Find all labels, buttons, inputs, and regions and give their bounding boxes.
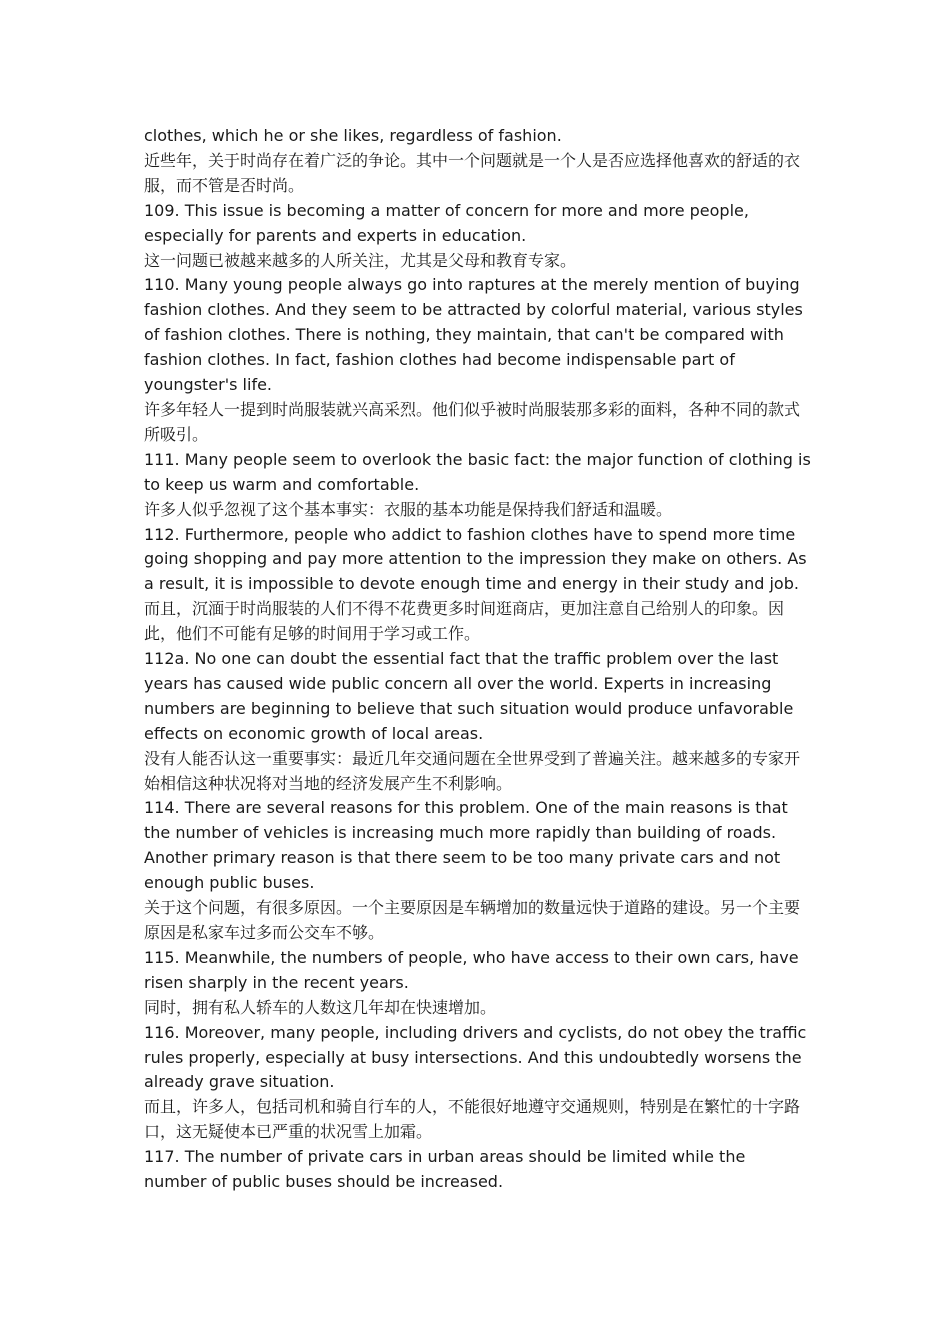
paragraph-zh: 这一问题已被越来越多的人所关注，尤其是父母和教育专家。 [144,250,577,270]
paragraph-en: 117. The number of private cars in urban areas should be limited while the number of public buses should be increased. [144,1147,746,1192]
paragraph-zh: 没有人能否认这一重要事实：最近几年交通问题在全世界受到了普遍关注。越来越多的专家开始相信这种状况将对当地的经济发展产生不利影响。 [144,748,801,793]
paragraph-zh: 而且，沉湎于时尚服装的人们不得不花费更多时间逛商店，更加注意自己给别人的印象。因此，他们不可能有足够的时间用于学习或工作。 [144,599,785,644]
paragraph-en: 112. Furthermore, people who addict to fashion clothes have to spend more time going shopping and pay more attention to the impression they make on others. As a result, it is impossible to devote enough time and energy in their study and job. [144,524,807,594]
document-page [144,124,812,1195]
paragraph-en: 109. This issue is becoming a matter of concern for more and more people, especially for parents and experts in education. [144,200,749,245]
paragraph-en: 111. Many people seem to overlook the basic fact: the major function of clothing is to keep us warm and comfortable. [144,449,811,494]
paragraph-zh: 关于这个问题，有很多原因。一个主要原因是车辆增加的数量远快于道路的建设。另一个主要原因是私家车过多而公交车不够。 [144,898,801,942]
paragraph-en: 115. Meanwhile, the numbers of people, who have access to their own cars, have risen sharply in the recent years. [144,947,799,992]
paragraph-zh: 许多人似乎忽视了这个基本事实：衣服的基本功能是保持我们舒适和温暖。 [144,499,673,519]
paragraph-en: 112a. No one can doubt the essential fact that the traffic problem over the last years has caused wide public concern all over the world. Experts in increasing numbers are beginning to believe that such situation would produce unfavorable effects on economic growth of local areas. [144,649,794,743]
paragraph-zh: 同时，拥有私人轿车的人数这几年却在快速增加。 [144,997,497,1017]
paragraph-zh: 许多年轻人一提到时尚服装就兴高采烈。他们似乎被时尚服装那多彩的面料，各种不同的款式所吸引。 [144,399,801,444]
paragraph-zh: 近些年，关于时尚存在着广泛的争论。其中一个问题就是一个人是否应选择他喜欢的舒适的衣服，而不管是否时尚。 [144,150,801,195]
paragraph-zh: 而且，许多人，包括司机和骑自行车的人，不能很好地遵守交通规则，特别是在繁忙的十字路口，这无疑使本已严重的状况雪上加霜。 [144,1097,801,1142]
paragraph-en: clothes, which he or she likes, regardless of fashion. [144,126,562,145]
paragraph-en: 116. Moreover, many people, including drivers and cyclists, do not obey the traffic rules properly, especially at busy intersections. And this undoubtedly worsens the already grave situation. [144,1022,807,1092]
paragraph-en: 114. There are several reasons for this problem. One of the main reasons is that the number of vehicles is increasing much more rapidly than building of roads. Another primary reason is that there seem to be too many private cars and not enough public buses. [144,798,788,893]
paragraph-en: 110. Many young people always go into raptures at the merely mention of buying fashion clothes. And they seem to be attracted by colorful material, various styles of fashion clothes. There is nothing, they maintain, that can't be compared with fashion clothes. In fact, fashion clothes had become indispensable part of youngster's life. [144,275,803,395]
